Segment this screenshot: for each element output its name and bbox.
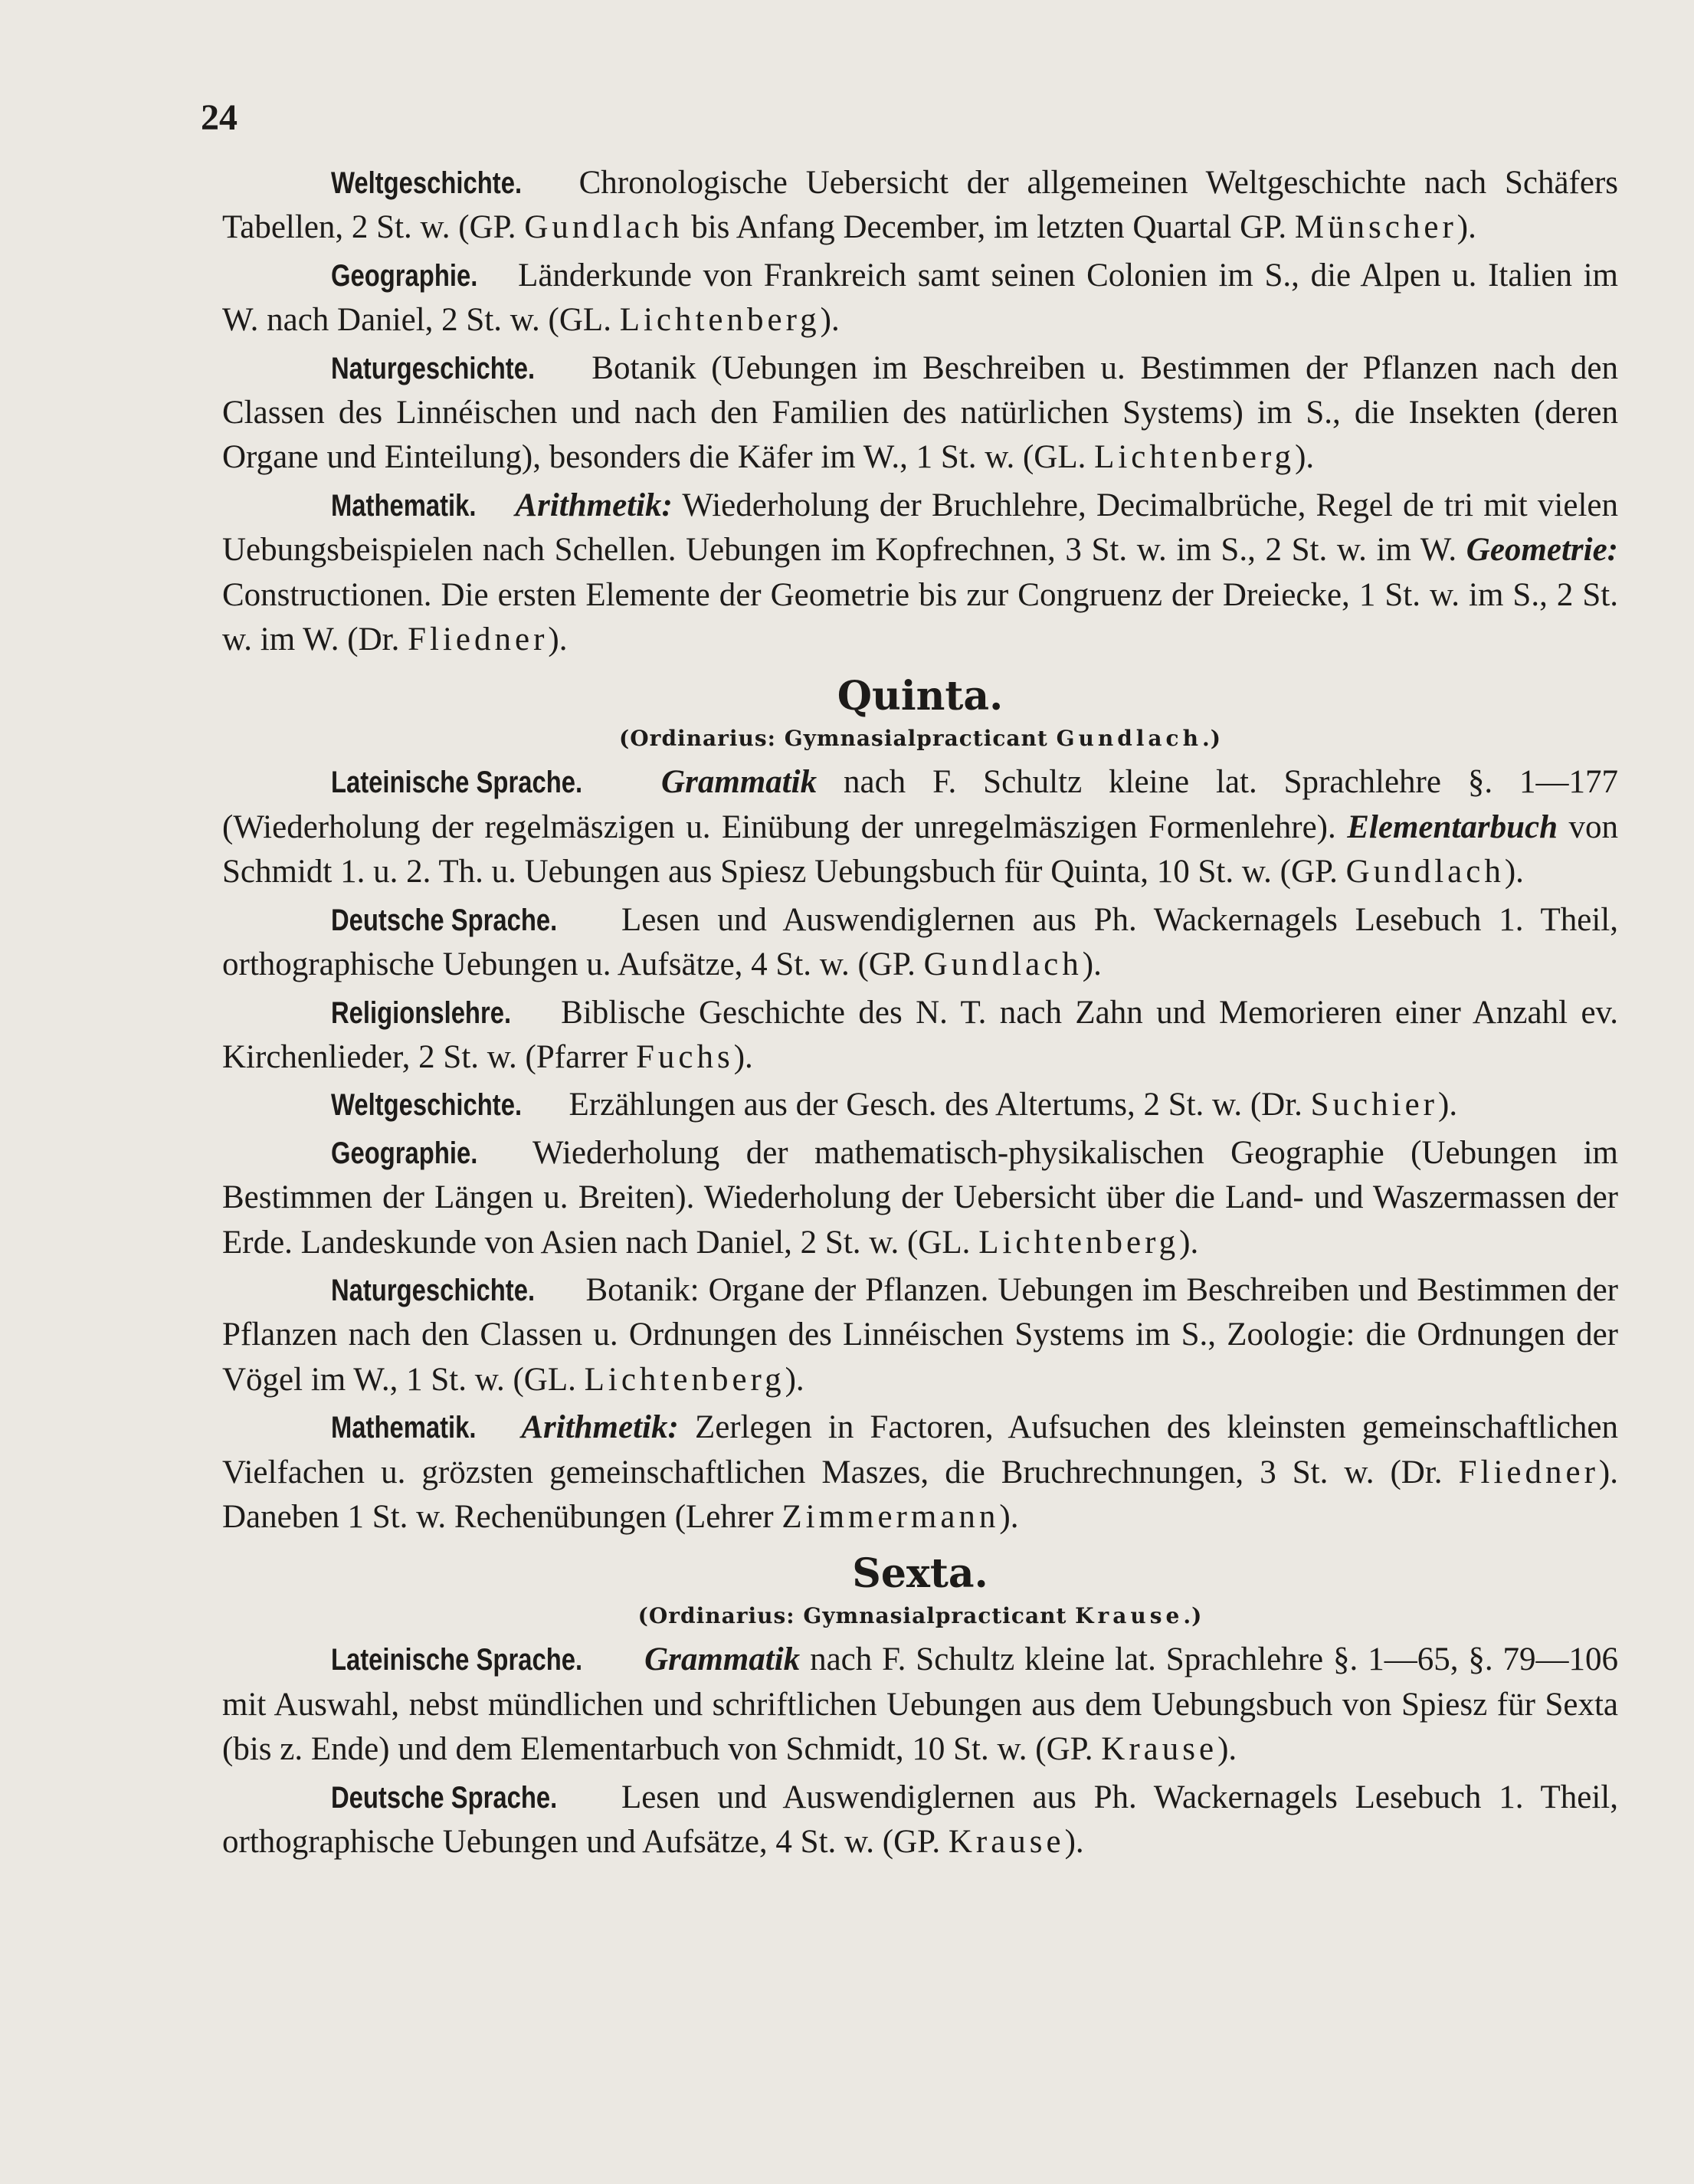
entry-text: ).	[1179, 1224, 1199, 1261]
subject-heading: Religionslehre.	[330, 995, 512, 1030]
entry-text: Lesen und Auswendiglernen aus Ph. Wackernagels Lesebuch 1. Theil, orthographische Uebungen u. Aufsätze, 4 St. w. (GP.	[222, 901, 1619, 983]
section-title-sexta: Sexta.	[852, 1550, 988, 1598]
section-title-quinta: Quinta.	[837, 673, 1004, 720]
entry-text: Wiederholung der Bruchlehre, Decimalbrüche, Regel de tri mit vielen Uebungsbeispielen nach Schellen. Uebungen im Kopfrechnen, 3 St. w. im S., 2 St. w. im W.	[222, 487, 1618, 569]
subtopic-label: Grammatik	[644, 1641, 801, 1678]
entry-text: ).	[999, 1498, 1019, 1535]
entry-text: ).	[1082, 946, 1102, 983]
entry-text: Biblische Geschichte des N. T. nach Zahn und Memorieren einer Anzahl ev. Kirchenlieder, 2 St. w. (Pfarrer	[222, 994, 1618, 1075]
entry-lateinische-sprache	[222, 760, 1618, 894]
entry-religionslehre	[222, 991, 1618, 1081]
entry-mathematik	[222, 1405, 1618, 1540]
entry-weltgeschichte	[222, 161, 1618, 251]
entry-text: bis Anfang December, im letzten Quartal GP.	[691, 209, 1287, 246]
teacher-name: Fuchs	[635, 1038, 734, 1075]
teacher-name: Krause	[948, 1824, 1065, 1860]
subject-heading: Weltgeschichte.	[330, 166, 523, 200]
ordinarius-suffix: .)	[1201, 726, 1221, 752]
subject-heading: Naturgeschichte.	[330, 1273, 536, 1307]
entry-mathematik	[222, 484, 1618, 663]
teacher-name: Fliedner	[408, 621, 549, 658]
entry-text: ).	[1217, 1731, 1237, 1768]
page-number: 24	[201, 97, 238, 138]
subject-heading: Geographie.	[330, 258, 478, 293]
entry-text: Botanik (Uebungen im Beschreiben u. Bestimmen der Pflanzen nach den Classen des Linnéischen und nach den Familien des natürlichen Systems) im S., die Insekten (deren Organe und Einteilung), besonders die Käfer im W., 1 St. w. (GL.	[222, 349, 1618, 476]
entry-text: ).	[1456, 209, 1476, 246]
subject-heading: Deutsche Sprache.	[330, 1780, 558, 1815]
teacher-name: Krause	[1075, 1603, 1184, 1629]
entry-weltgeschichte	[222, 1083, 1618, 1127]
subtopic-label: Geometrie:	[1466, 532, 1618, 569]
subtopic-label: Arithmetik:	[515, 487, 673, 523]
teacher-name: Gundlach	[1345, 854, 1505, 890]
entry-text: ). Daneben 1 St. w. Rechenübungen (Lehrer	[222, 1454, 1618, 1535]
teacher-name: Lichtenberg	[619, 302, 821, 339]
teacher-name: Lichtenberg	[978, 1224, 1180, 1261]
entry-naturgeschichte	[222, 346, 1618, 480]
entry-text: ).	[1504, 854, 1524, 890]
ordinarius-quinta	[222, 722, 1618, 756]
subject-heading: Mathematik.	[330, 1411, 477, 1445]
subject-heading: Deutsche Sprache.	[330, 903, 558, 937]
entry-deutsche-sprache	[222, 898, 1618, 988]
subject-heading: Mathematik.	[330, 488, 477, 523]
teacher-name: Münscher	[1294, 209, 1457, 246]
teacher-name: Lichtenberg	[584, 1361, 785, 1398]
subject-heading: Geographie.	[330, 1136, 478, 1170]
ordinarius-label: (Ordinarius: Gymnasialpracticant	[619, 726, 1048, 752]
entry-text: ).	[785, 1361, 804, 1398]
entry-text: Länderkunde von Frankreich samt seinen Colonien im S., die Alpen u. Italien im W. nach Daniel, 2 St. w. (GL.	[222, 257, 1619, 339]
entry-text: nach F. Schultz kleine lat. Sprachlehre §. 1—65, §. 79—106 mit Auswahl, nebst mündlichen und schriftlichen Uebungen aus dem Uebungsbuch von Spiesz für Sexta (bis z. Ende) und dem Elementarbuch von Schmidt, 10 St. w. (GP.	[222, 1641, 1619, 1768]
entry-text: Chronologische Uebersicht der allgemeinen Weltgeschichte nach Schäfers Tabellen, 2 St. w. (GP.	[222, 165, 1618, 246]
subject-heading: Lateinische Sprache.	[330, 1643, 583, 1677]
subtopic-label: Elementarbuch	[1347, 808, 1558, 845]
entry-text: ).	[820, 302, 840, 339]
teacher-name: Lichtenberg	[1094, 439, 1296, 476]
subject-heading: Weltgeschichte.	[330, 1088, 523, 1123]
ordinarius-suffix: .)	[1183, 1603, 1203, 1629]
entry-lateinische-sprache	[222, 1638, 1618, 1772]
teacher-name: Gundlach	[923, 946, 1083, 983]
teacher-name: Zimmermann	[781, 1498, 1000, 1535]
subject-heading: Naturgeschichte.	[330, 351, 536, 385]
entry-text: ).	[1438, 1087, 1458, 1123]
entry-naturgeschichte	[222, 1268, 1618, 1402]
entry-text: Botanik: Organe der Pflanzen. Uebungen im Beschreiben und Bestimmen der Pflanzen nach den Classen u. Ordnungen des Linnéischen Systems im S., Zoologie: die Ordnungen der Vögel im W., 1 St. w. (GL.	[222, 1271, 1619, 1398]
page-body	[222, 161, 1618, 1868]
entry-text: Constructionen. Die ersten Elemente der Geometrie bis zur Congruenz der Dreiecke, 1 St. w. im S., 2 St. w. im W. (Dr.	[222, 576, 1618, 658]
teacher-name: Gundlach	[524, 209, 683, 246]
teacher-name: Gundlach	[1056, 726, 1202, 752]
entry-text: ).	[1295, 439, 1315, 476]
entry-text: von Schmidt 1. u. 2. Th. u. Uebungen aus Spiesz Uebungsbuch für Quinta, 10 St. w. (GP.	[222, 808, 1618, 890]
entry-text: Erzählungen aus der Gesch. des Altertums, 2 St. w. (Dr.	[568, 1087, 1302, 1123]
entry-text: Wiederholung der mathematisch-physikalischen Geographie (Uebungen im Bestimmen der Längen u. Breiten). Wiederholung der Uebersicht über die Land- und Waszermassen der Erde. Landeskunde von Asien nach Daniel, 2 St. w. (GL.	[222, 1134, 1619, 1261]
entry-text: Lesen und Auswendiglernen aus Ph. Wackernagels Lesebuch 1. Theil, orthographische Uebungen und Aufsätze, 4 St. w. (GP.	[222, 1779, 1619, 1860]
entry-geographie	[222, 1131, 1618, 1265]
entry-text: nach F. Schultz kleine lat. Sprachlehre §. 1—177 (Wiederholung der regelmäszigen u. Einübung der unregelmäszigen Formenlehre).	[222, 764, 1618, 845]
subtopic-label: Grammatik	[661, 764, 818, 801]
teacher-name: Krause	[1101, 1731, 1218, 1768]
entry-text: ).	[548, 621, 568, 658]
entry-geographie	[222, 254, 1618, 343]
teacher-name: Fliedner	[1458, 1454, 1599, 1490]
ordinarius-sexta	[222, 1599, 1618, 1633]
subject-heading: Lateinische Sprache.	[330, 766, 583, 800]
subtopic-label: Arithmetik:	[521, 1409, 679, 1446]
entry-deutsche-sprache	[222, 1776, 1618, 1865]
entry-text: Zerlegen in Factoren, Aufsuchen des kleinsten gemeinschaftlichen Vielfachen u. grözsten gemeinschaftlichen Maszes, die Bruchrechnungen, 3 St. w. (Dr.	[222, 1409, 1619, 1490]
teacher-name: Suchier	[1310, 1087, 1438, 1123]
entry-text: ).	[733, 1038, 753, 1075]
ordinarius-label: (Ordinarius: Gymnasialpracticant	[637, 1603, 1067, 1629]
entry-text: ).	[1064, 1824, 1084, 1860]
